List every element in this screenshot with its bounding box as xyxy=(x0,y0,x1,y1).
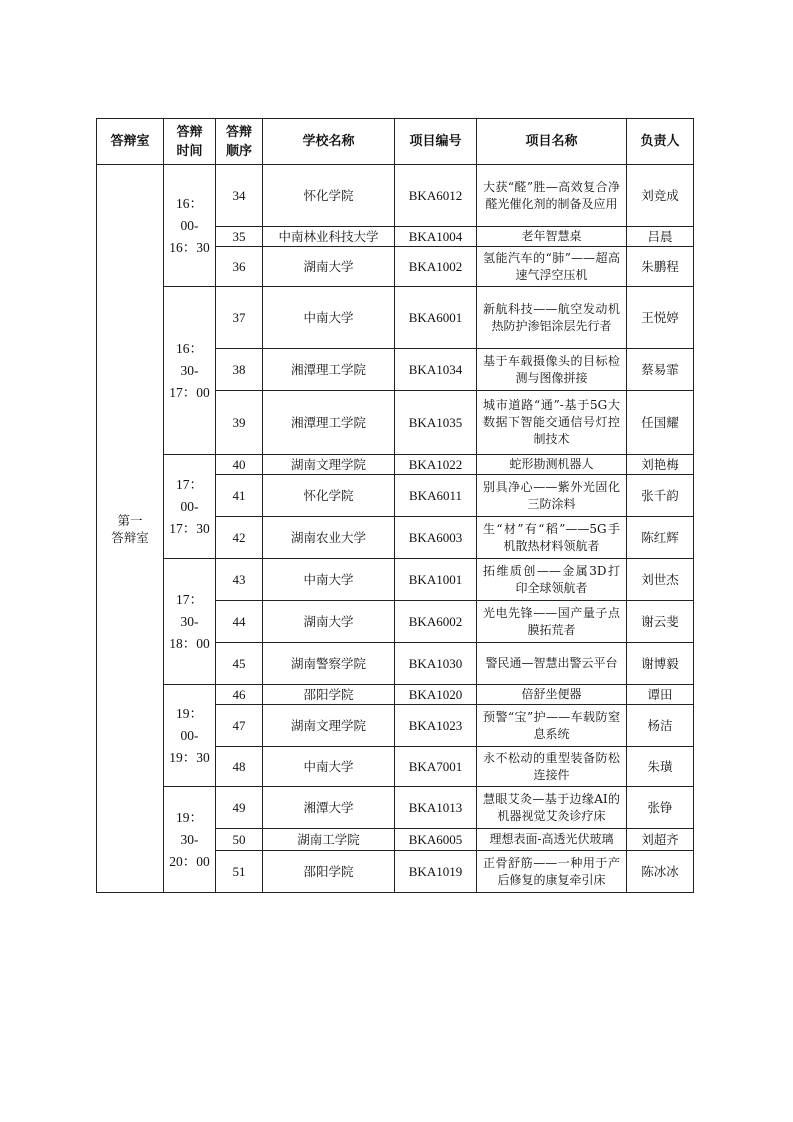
time-slot-cell: 16：00- 16：30 xyxy=(164,165,216,287)
project-name-cell: 蛇形勘测机器人 xyxy=(477,455,627,475)
header-school: 学校名称 xyxy=(263,119,395,165)
project-name-cell: 警民通—智慧出警云平台 xyxy=(477,643,627,685)
order-cell: 46 xyxy=(216,685,263,705)
project-code-cell: BKA1004 xyxy=(395,227,477,247)
project-code-cell: BKA1002 xyxy=(395,247,477,287)
defense-schedule-table xyxy=(96,118,694,893)
table-body xyxy=(97,165,694,893)
order-cell: 43 xyxy=(216,559,263,601)
order-cell: 49 xyxy=(216,787,263,829)
order-cell: 39 xyxy=(216,391,263,455)
school-cell: 湖南文理学院 xyxy=(263,705,395,747)
project-name-cell: 倍舒坐便器 xyxy=(477,685,627,705)
leader-cell: 蔡易霏 xyxy=(627,349,694,391)
project-name-cell: 慧眼艾灸—基于边缘AI的机器视觉艾灸诊疗床 xyxy=(477,787,627,829)
leader-cell: 王悦婷 xyxy=(627,287,694,349)
school-cell: 中南大学 xyxy=(263,287,395,349)
leader-cell: 杨洁 xyxy=(627,705,694,747)
school-cell: 中南林业科技大学 xyxy=(263,227,395,247)
table-row xyxy=(97,559,694,601)
time-slot-cell: 19：30- 20：00 xyxy=(164,787,216,893)
order-cell: 45 xyxy=(216,643,263,685)
leader-cell: 谢博毅 xyxy=(627,643,694,685)
project-name-cell: 氢能汽车的“肺”——超高速气浮空压机 xyxy=(477,247,627,287)
header-time: 答辩 时间 xyxy=(164,119,216,165)
order-cell: 51 xyxy=(216,851,263,893)
leader-cell: 朱璜 xyxy=(627,747,694,787)
school-cell: 怀化学院 xyxy=(263,165,395,227)
project-code-cell: BKA1030 xyxy=(395,643,477,685)
leader-cell: 谭田 xyxy=(627,685,694,705)
project-code-cell: BKA6012 xyxy=(395,165,477,227)
school-cell: 湘潭大学 xyxy=(263,787,395,829)
table-row xyxy=(97,287,694,349)
header-leader: 负责人 xyxy=(627,119,694,165)
project-code-cell: BKA6002 xyxy=(395,601,477,643)
school-cell: 湘潭理工学院 xyxy=(263,391,395,455)
header-code: 项目编号 xyxy=(395,119,477,165)
order-cell: 47 xyxy=(216,705,263,747)
project-name-cell: 老年智慧桌 xyxy=(477,227,627,247)
school-cell: 邵阳学院 xyxy=(263,851,395,893)
order-cell: 41 xyxy=(216,475,263,517)
table-row xyxy=(97,787,694,829)
project-code-cell: BKA7001 xyxy=(395,747,477,787)
time-slot-cell: 19：00- 19：30 xyxy=(164,685,216,787)
project-code-cell: BKA6011 xyxy=(395,475,477,517)
leader-cell: 刘超齐 xyxy=(627,829,694,851)
project-name-cell: 新航科技——航空发动机热防护渗铝涂层先行者 xyxy=(477,287,627,349)
order-cell: 34 xyxy=(216,165,263,227)
order-cell: 48 xyxy=(216,747,263,787)
time-slot-cell: 17：00- 17：30 xyxy=(164,455,216,559)
project-code-cell: BKA6003 xyxy=(395,517,477,559)
time-slot-cell: 17：30- 18：00 xyxy=(164,559,216,685)
order-cell: 36 xyxy=(216,247,263,287)
project-name-cell: 拓维质创——金属3D打印全球领航者 xyxy=(477,559,627,601)
leader-cell: 朱鹏程 xyxy=(627,247,694,287)
school-cell: 中南大学 xyxy=(263,559,395,601)
school-cell: 邵阳学院 xyxy=(263,685,395,705)
room-cell: 第一 答辩室 xyxy=(97,165,164,893)
order-cell: 37 xyxy=(216,287,263,349)
school-cell: 湖南农业大学 xyxy=(263,517,395,559)
project-code-cell: BKA6001 xyxy=(395,287,477,349)
school-cell: 湖南大学 xyxy=(263,601,395,643)
project-code-cell: BKA1023 xyxy=(395,705,477,747)
project-code-cell: BKA1035 xyxy=(395,391,477,455)
order-cell: 50 xyxy=(216,829,263,851)
project-code-cell: BKA1001 xyxy=(395,559,477,601)
leader-cell: 任国耀 xyxy=(627,391,694,455)
school-cell: 湖南大学 xyxy=(263,247,395,287)
time-slot-cell: 16：30- 17：00 xyxy=(164,287,216,455)
leader-cell: 谢云斐 xyxy=(627,601,694,643)
leader-cell: 刘艳梅 xyxy=(627,455,694,475)
leader-cell: 吕晨 xyxy=(627,227,694,247)
table-header-row xyxy=(97,119,694,165)
school-cell: 中南大学 xyxy=(263,747,395,787)
school-cell: 湘潭理工学院 xyxy=(263,349,395,391)
project-name-cell: 理想表面-高透光伏玻璃 xyxy=(477,829,627,851)
project-name-cell: 预警“宝”护——车载防窒息系统 xyxy=(477,705,627,747)
school-cell: 湖南警察学院 xyxy=(263,643,395,685)
project-name-cell: 生“材”有“稻”——5G手机散热材料领航者 xyxy=(477,517,627,559)
leader-cell: 张铮 xyxy=(627,787,694,829)
project-name-cell: 大获“醛”胜—高效复合净醛光催化剂的制备及应用 xyxy=(477,165,627,227)
school-cell: 湖南文理学院 xyxy=(263,455,395,475)
project-name-cell: 永不松动的重型装备防松连接件 xyxy=(477,747,627,787)
project-code-cell: BKA1019 xyxy=(395,851,477,893)
header-room: 答辩室 xyxy=(97,119,164,165)
order-cell: 40 xyxy=(216,455,263,475)
order-cell: 38 xyxy=(216,349,263,391)
leader-cell: 刘世杰 xyxy=(627,559,694,601)
header-order: 答辩 顺序 xyxy=(216,119,263,165)
leader-cell: 张千韵 xyxy=(627,475,694,517)
project-code-cell: BKA1034 xyxy=(395,349,477,391)
project-name-cell: 正骨舒筋——一种用于产后修复的康复牵引床 xyxy=(477,851,627,893)
leader-cell: 陈冰冰 xyxy=(627,851,694,893)
project-code-cell: BKA6005 xyxy=(395,829,477,851)
project-code-cell: BKA1022 xyxy=(395,455,477,475)
order-cell: 44 xyxy=(216,601,263,643)
leader-cell: 陈红辉 xyxy=(627,517,694,559)
project-name-cell: 基于车载摄像头的目标检测与图像拼接 xyxy=(477,349,627,391)
project-name-cell: 城市道路“通”-基于5G大数据下智能交通信号灯控制技术 xyxy=(477,391,627,455)
school-cell: 湖南工学院 xyxy=(263,829,395,851)
header-project: 项目名称 xyxy=(477,119,627,165)
order-cell: 35 xyxy=(216,227,263,247)
project-name-cell: 光电先锋——国产量子点膜拓荒者 xyxy=(477,601,627,643)
table-row xyxy=(97,685,694,705)
project-code-cell: BKA1020 xyxy=(395,685,477,705)
project-code-cell: BKA1013 xyxy=(395,787,477,829)
school-cell: 怀化学院 xyxy=(263,475,395,517)
table-row xyxy=(97,165,694,227)
table-row xyxy=(97,455,694,475)
project-name-cell: 别具净心——紫外光固化三防涂料 xyxy=(477,475,627,517)
leader-cell: 刘竞成 xyxy=(627,165,694,227)
order-cell: 42 xyxy=(216,517,263,559)
